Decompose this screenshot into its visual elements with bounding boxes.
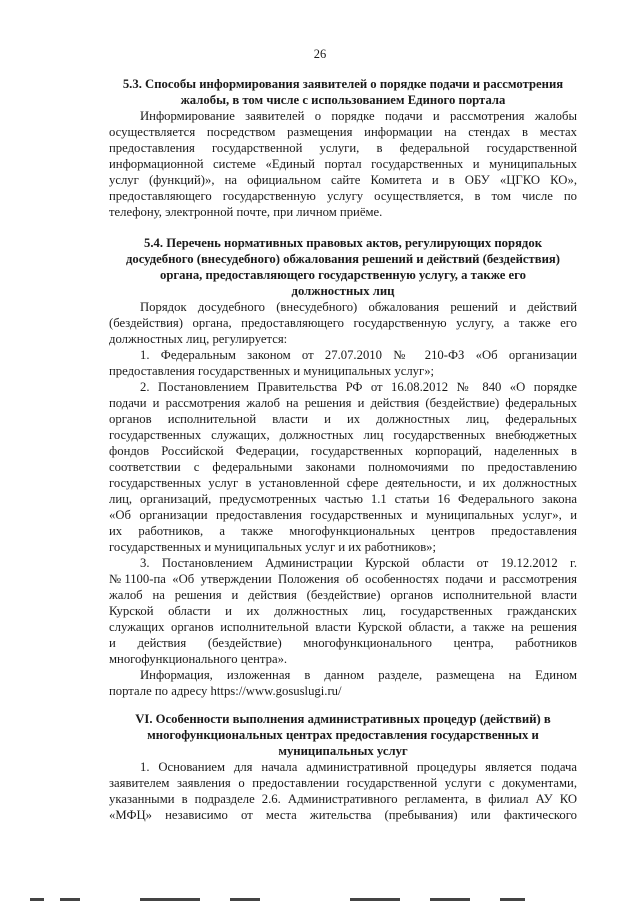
section-5-4-intro-line-3: должностных лиц, регулируется: <box>109 332 288 346</box>
scan-artifact <box>30 898 44 901</box>
section-6-heading-line-3: муниципальных услуг <box>278 744 408 758</box>
item-2-line-1: 2. Постановлением Правительства РФ от 16.08.2012 № 840 «О порядке <box>140 380 577 394</box>
section-6-body-line-1: 1. Основанием для начала административной процедуры является подача <box>140 760 577 774</box>
section-5-4-heading-line-4: должностных лиц <box>291 284 395 298</box>
section-6-body-line-4: «МФЦ» независимо от места жительства (пребывания) или фактического <box>109 808 577 822</box>
section-6-heading-line-1: VI. Особенности выполнения административных процедур (действий) в <box>135 712 551 726</box>
item-2-line-5: фондов Российской Федерации, государственных корпораций, наделенных в <box>109 444 577 458</box>
info-line-1: Информация, изложенная в данном разделе, размещена на Едином <box>140 668 577 682</box>
section-5-3-body-line-4: информационной системе «Единый портал государственных и муниципальных <box>109 157 577 171</box>
section-6-body-line-2: заявителем заявления о предоставлении государственной услуги с документами, <box>109 776 577 790</box>
section-5-3-heading-line-2: жалобы, в том числе с использованием Единого портала <box>180 93 506 107</box>
item-2-line-7: государственных услуг в установленной сфере деятельности, и их должностных <box>109 476 577 490</box>
item-3-line-1: 3. Постановлением Администрации Курской области от 19.12.2012 г. <box>140 556 577 570</box>
item-2-line-2: подачи и рассмотрения жалоб на решения и действия (бездействие) федеральных <box>109 396 577 410</box>
info-line-2: портале по адресу https://www.gosuslugi.ru/ <box>109 684 342 698</box>
section-5-3-body-line-5: услуг (функций)», на официальном сайте Комитета и в ОБУ «ЦГКО КО», <box>109 173 577 187</box>
section-5-3-body-line-6: предоставляющего государственную услугу осуществляется, в том числе по <box>109 189 577 203</box>
section-5-4-intro-line-1: Порядок досудебного (внесудебного) обжалования решений и действий <box>140 300 577 314</box>
scan-artifact <box>350 898 400 901</box>
section-5-4-heading-line-1: 5.4. Перечень нормативных правовых актов, регулирующих порядок <box>144 236 542 250</box>
scan-artifact <box>500 898 525 901</box>
item-2-line-3: органов исполнительной власти и их должностных лиц, федеральных <box>109 412 577 426</box>
section-5-3-body-line-7: телефону, электронной почте, при личном приёме. <box>109 205 383 219</box>
item-3-line-3: жалоб на решения и действия (бездействие) органов исполнительной власти <box>109 588 577 602</box>
scan-artifact <box>230 898 260 901</box>
section-5-4-heading-line-3: органа, предоставляющего государственную услугу, а также его <box>160 268 526 282</box>
section-6-body-line-3: указанными в подразделе 2.6. Административного регламента, в филиал АУ КО <box>109 792 577 806</box>
scan-artifact <box>430 898 470 901</box>
item-2-line-11: государственных и муниципальных услуг и их работников»; <box>109 540 437 554</box>
item-1-line-2: предоставления государственных и муниципальных услуг»; <box>109 364 435 378</box>
item-3-line-7: многофункционального центра». <box>109 652 288 666</box>
item-2-line-6: соответствии с федеральными законами полномочиями по предоставлению <box>109 460 577 474</box>
section-5-3-body-line-2: осуществляется посредством размещения информации на стендах в местах <box>109 125 577 139</box>
item-3-line-4: Курской области и их должностных лиц, государственных гражданских <box>109 604 577 618</box>
item-3-line-6: и действия (бездействие) многофункционального центра, работников <box>109 636 577 650</box>
item-2-line-8: лиц, организаций, предусмотренных частью 1.1 статьи 16 Федерального закона <box>109 492 577 506</box>
section-5-3-body-line-3: предоставления государственной услуги, в федеральной государственной <box>109 141 577 155</box>
item-3-line-2: №1100-па «Об утверждении Положения об особенностях подачи и рассмотрения <box>109 572 577 586</box>
section-5-3-heading-line-1: 5.3. Способы информирования заявителей о порядке подачи и рассмотрения <box>122 77 564 91</box>
item-2-line-9: «Об организации предоставления государственных и муниципальных услуг», и <box>109 508 577 522</box>
section-5-3-body-line-1: Информирование заявителей о порядке подачи и рассмотрения жалобы <box>140 109 577 123</box>
item-2-line-4: государственных служащих, должностных лиц государственных внебюджетных <box>109 428 577 442</box>
scan-artifact <box>60 898 80 901</box>
section-5-4-intro-line-2: (бездействия) органа, предоставляющего государственную услугу, а также его <box>109 316 577 330</box>
section-6-heading-line-2: многофункциональных центрах предоставления государственных и <box>147 728 539 742</box>
page-number: 26 <box>313 47 327 61</box>
item-1-line-1: 1. Федеральным законом от 27.07.2010 № 210-ФЗ «Об организации <box>140 348 577 362</box>
item-3-line-5: служащих органов исполнительной власти Курской области, а также на решения <box>109 620 577 634</box>
section-5-4-heading-line-2: досудебного (внесудебного) обжалования решений и действий (бездействия) <box>125 252 561 266</box>
item-2-line-10: их работников, а также многофункциональных центров предоставления <box>109 524 577 538</box>
scan-artifact <box>140 898 200 901</box>
